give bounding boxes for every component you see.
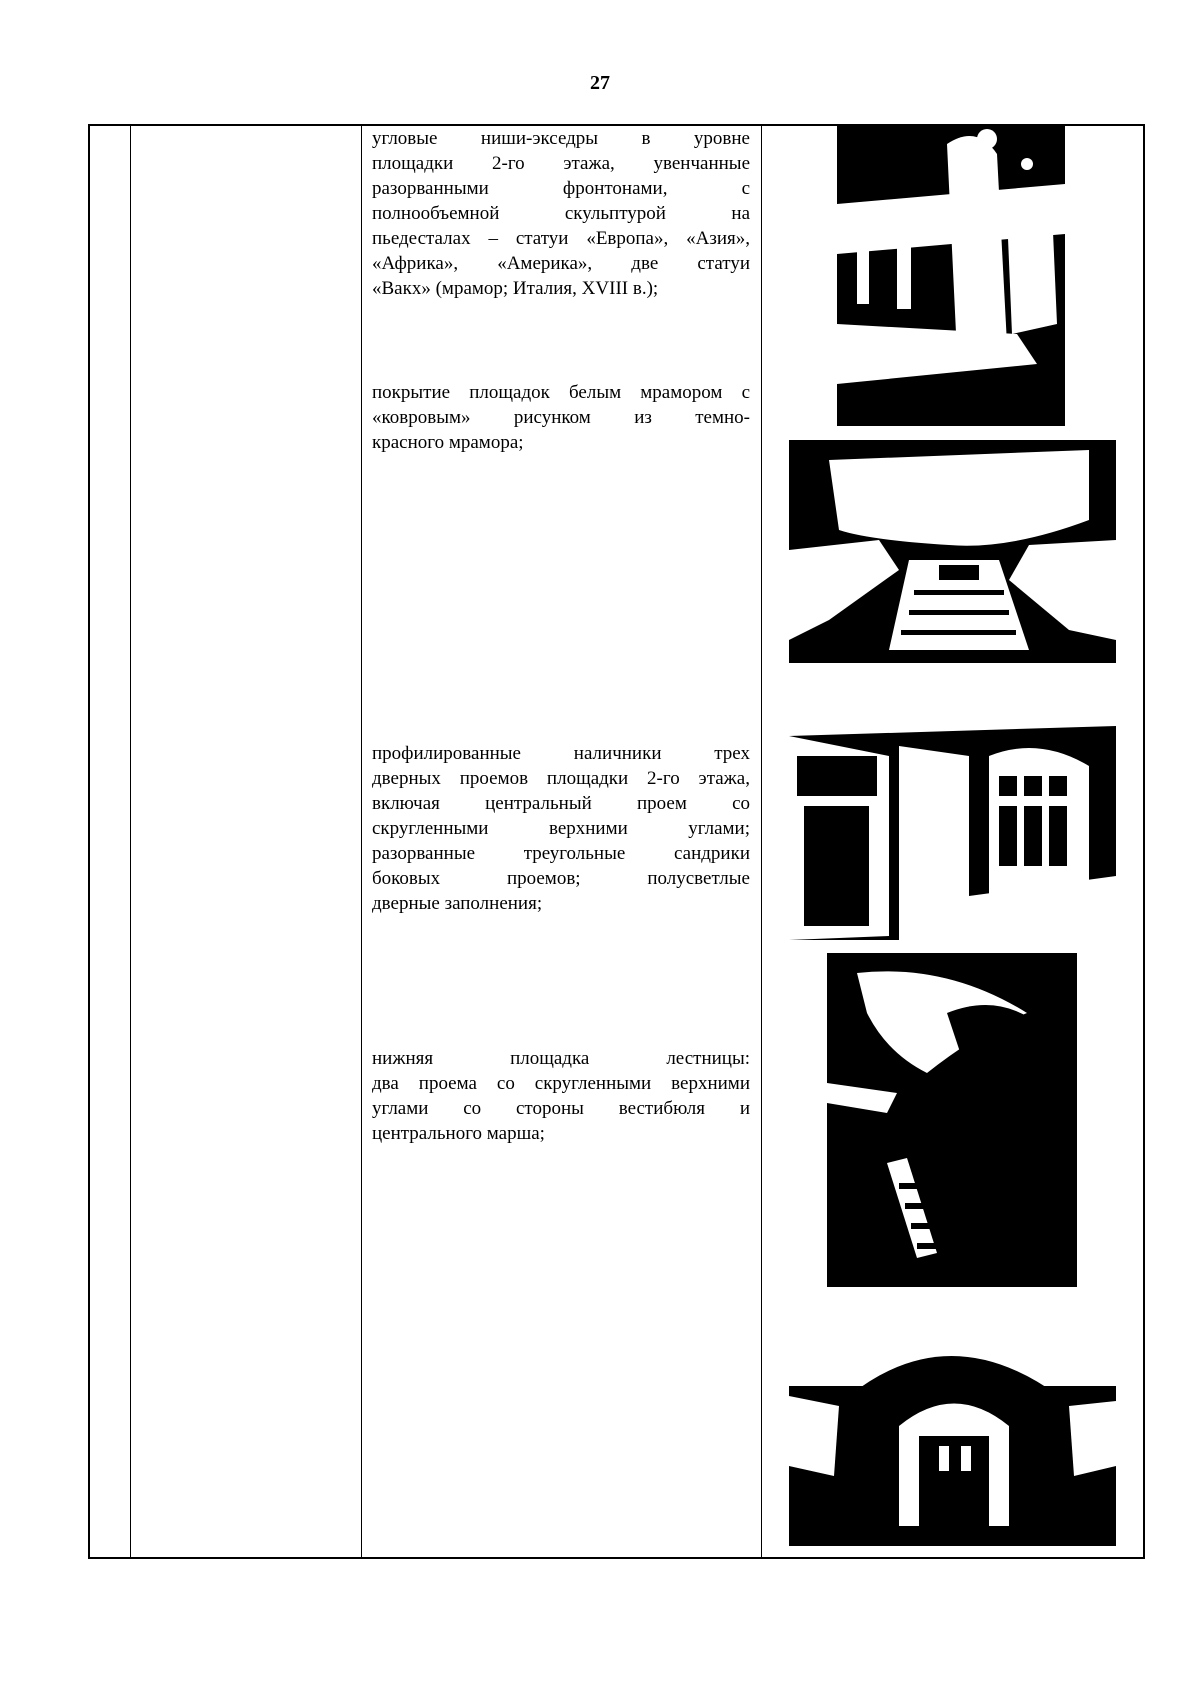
text-line: разорванные треугольные сандрики [372, 843, 750, 864]
description-item [372, 380, 750, 455]
photo-door-openings [789, 696, 1116, 940]
text-line: центрального марша; [372, 1123, 545, 1144]
text-line: профилированные наличники трех [372, 743, 750, 764]
photo-vestibule-arch-image [789, 1326, 1116, 1546]
page-number: 27 [590, 72, 610, 94]
text-line: красного мрамора; [372, 432, 524, 453]
photo-exedra-niche [837, 124, 1065, 426]
description-item [372, 1046, 750, 1146]
text-line: дверных проемов площадки 2-го этажа, [372, 768, 750, 789]
text-line: полнообъемной скульптурой на [372, 203, 750, 224]
column-divider-1 [130, 124, 131, 1559]
text-line: включая центральный проем со [372, 793, 750, 814]
description-item [372, 741, 750, 916]
text-line: «ковровым» рисунком из темно- [372, 407, 750, 428]
text-line: пьедесталах – статуи «Европа», «Азия», [372, 228, 750, 249]
description-item [372, 126, 750, 301]
text-line: дверные заполнения; [372, 893, 543, 914]
photo-door-openings-image [789, 696, 1116, 940]
text-line: боковых проемов; полусветлые [372, 868, 750, 889]
text-line: углами со стороны вестибюля и [372, 1098, 750, 1119]
text-line: два проема со скругленными верхними [372, 1073, 750, 1094]
column-divider-2 [361, 124, 362, 1559]
text-line: угловые ниши-экседры в уровне [372, 128, 750, 149]
text-line: «Африка», «Америка», две статуи [372, 253, 750, 274]
text-line: покрытие площадок белым мрамором с [372, 382, 750, 403]
text-line: разорванными фронтонами, с [372, 178, 750, 199]
photo-arched-passage-image [827, 953, 1077, 1287]
text-line: «Вакх» (мрамор; Италия, XVIII в.); [372, 278, 659, 299]
text-line: скругленными верхними углами; [372, 818, 750, 839]
photo-arched-passage [827, 953, 1077, 1287]
column-divider-3 [761, 124, 762, 1559]
text-line: площадки 2-го этажа, увенчанные [372, 153, 750, 174]
text-line: нижняя площадка лестницы: [372, 1048, 750, 1069]
photo-vestibule-arch [789, 1326, 1116, 1546]
photo-staircase-landing-image [789, 440, 1116, 663]
photo-exedra-niche-image [837, 124, 1065, 426]
photo-staircase-landing [789, 440, 1116, 663]
